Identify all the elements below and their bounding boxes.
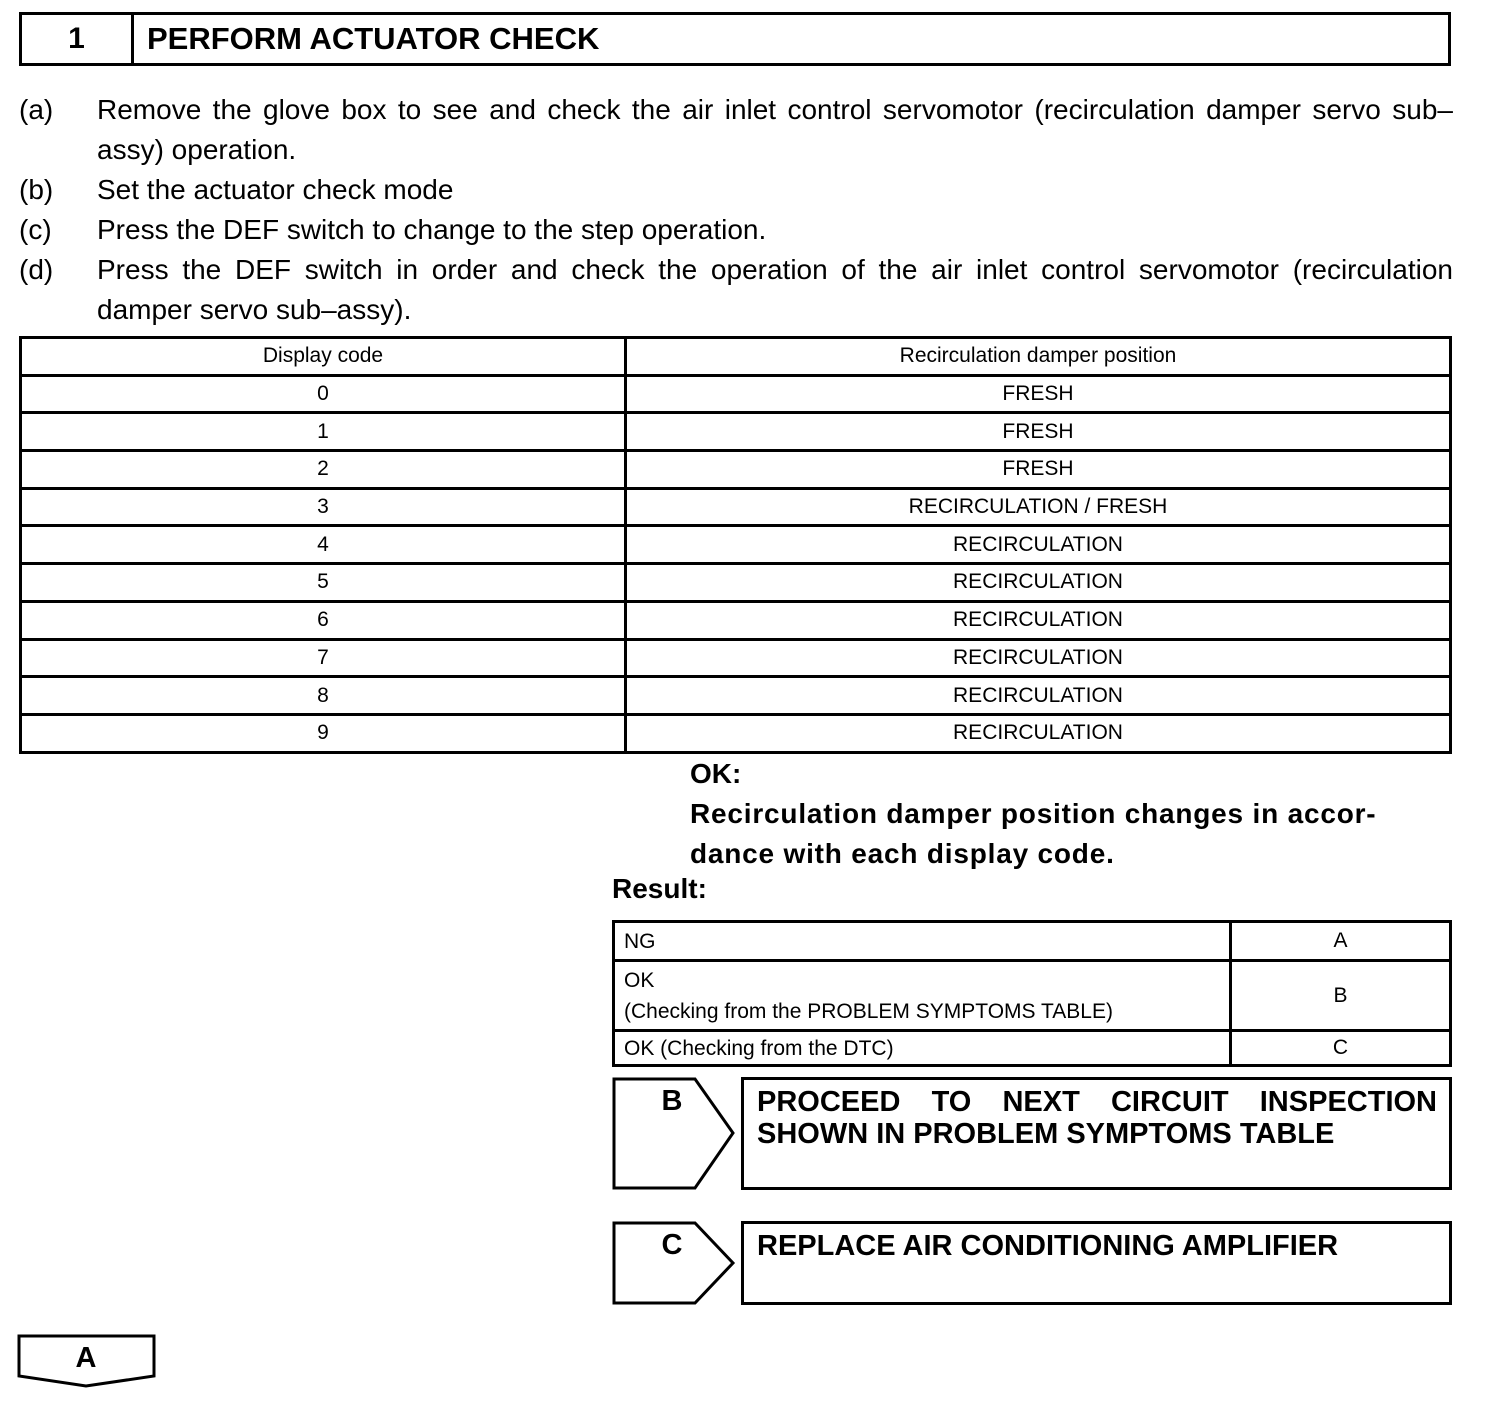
display-code-cell: 8 [21,677,626,715]
result-condition-detail: (Checking from the PROBLEM SYMPTOMS TABLE) [624,999,1113,1023]
damper-position-cell: RECIRCULATION [626,714,1451,752]
table-row [21,564,1451,602]
jump-letter: B [661,1085,683,1117]
damper-position-cell: RECIRCULATION [626,677,1451,715]
result-condition-cell [614,922,1231,961]
step-number: 1 [22,15,134,63]
jump-action-box [741,1077,1452,1190]
result-condition: OK [624,968,655,992]
instruction-label: (c) [19,214,52,245]
instruction-text: Press the DEF switch in order and check the operation of the air inlet control servomotor (recirculation damper servo sub–assy). [97,254,1453,325]
table-row [21,451,1451,489]
table-row [21,488,1451,526]
instruction-text: Remove the glove box to see and check the air inlet control servomotor (recirculation damper servo sub–assy) operation. [97,94,1453,165]
table-row [614,961,1451,1031]
instruction-text: Set the actuator check mode [97,174,454,205]
table-row [614,922,1451,961]
result-condition: OK (Checking from the DTC) [624,1036,894,1060]
jump-c [612,1221,1452,1305]
result-code-cell: C [1231,1031,1451,1066]
damper-position-cell: FRESH [626,413,1451,451]
jump-action-line-2: SHOWN IN PROBLEM SYMPTOMS TABLE [757,1118,1335,1150]
column-header: Display code [21,338,626,376]
table-header-row [21,338,1451,376]
display-code-cell: 9 [21,714,626,752]
jump-action-line-1: PROCEED TO NEXT CIRCUIT INSPECTION [757,1086,1437,1118]
instruction-label: (b) [19,174,54,205]
table-row [21,677,1451,715]
result-label: Result: [612,873,707,904]
table-row [614,1031,1451,1066]
instruction-text: Press the DEF switch to change to the step operation. [97,214,767,245]
table-row [21,375,1451,413]
damper-position-cell: FRESH [626,375,1451,413]
ok-text-line-2: dance with each display code. [690,838,1115,869]
display-code-cell: 4 [21,526,626,564]
ok-label: OK: [690,758,742,789]
result-code-cell: A [1231,922,1451,961]
ok-text-line-1: Recirculation damper position changes in accor- [690,798,1377,829]
instruction-c [19,210,1455,250]
table-row [21,526,1451,564]
instruction-a [19,90,1455,170]
step-header [19,12,1451,66]
damper-position-cell: RECIRCULATION [626,526,1451,564]
result-condition: NG [624,929,656,953]
step-title: PERFORM ACTUATOR CHECK [147,21,600,56]
instruction-label: (d) [19,254,54,285]
table-row [21,413,1451,451]
display-code-cell: 0 [21,375,626,413]
jump-action-box [741,1221,1452,1305]
damper-position-cell: RECIRCULATION [626,564,1451,602]
jump-action-line-1: REPLACE AIR CONDITIONING AMPLIFIER [757,1230,1339,1262]
table-row [21,601,1451,639]
display-code-cell: 1 [21,413,626,451]
table-row [21,639,1451,677]
damper-position-cell: RECIRCULATION / FRESH [626,488,1451,526]
ok-criteria [690,754,1452,874]
column-header: Recirculation damper position [626,338,1451,376]
continue-a [17,1334,157,1390]
display-code-cell: 2 [21,451,626,489]
display-code-cell: 7 [21,639,626,677]
result-table [612,920,1452,1067]
result-condition-cell [614,961,1231,1031]
display-code-table [19,336,1452,754]
jump-letter: C [661,1229,683,1261]
instruction-b [19,170,1455,210]
display-code-cell: 5 [21,564,626,602]
result-code-cell: B [1231,961,1451,1031]
damper-position-cell: RECIRCULATION [626,601,1451,639]
jump-b [612,1077,1452,1190]
display-code-cell: 6 [21,601,626,639]
instruction-label: (a) [19,94,54,125]
result-condition-cell [614,1031,1231,1066]
table-row [21,714,1451,752]
damper-position-cell: FRESH [626,451,1451,489]
continue-letter: A [75,1342,97,1374]
damper-position-cell: RECIRCULATION [626,639,1451,677]
display-code-cell: 3 [21,488,626,526]
instruction-d [19,250,1455,330]
